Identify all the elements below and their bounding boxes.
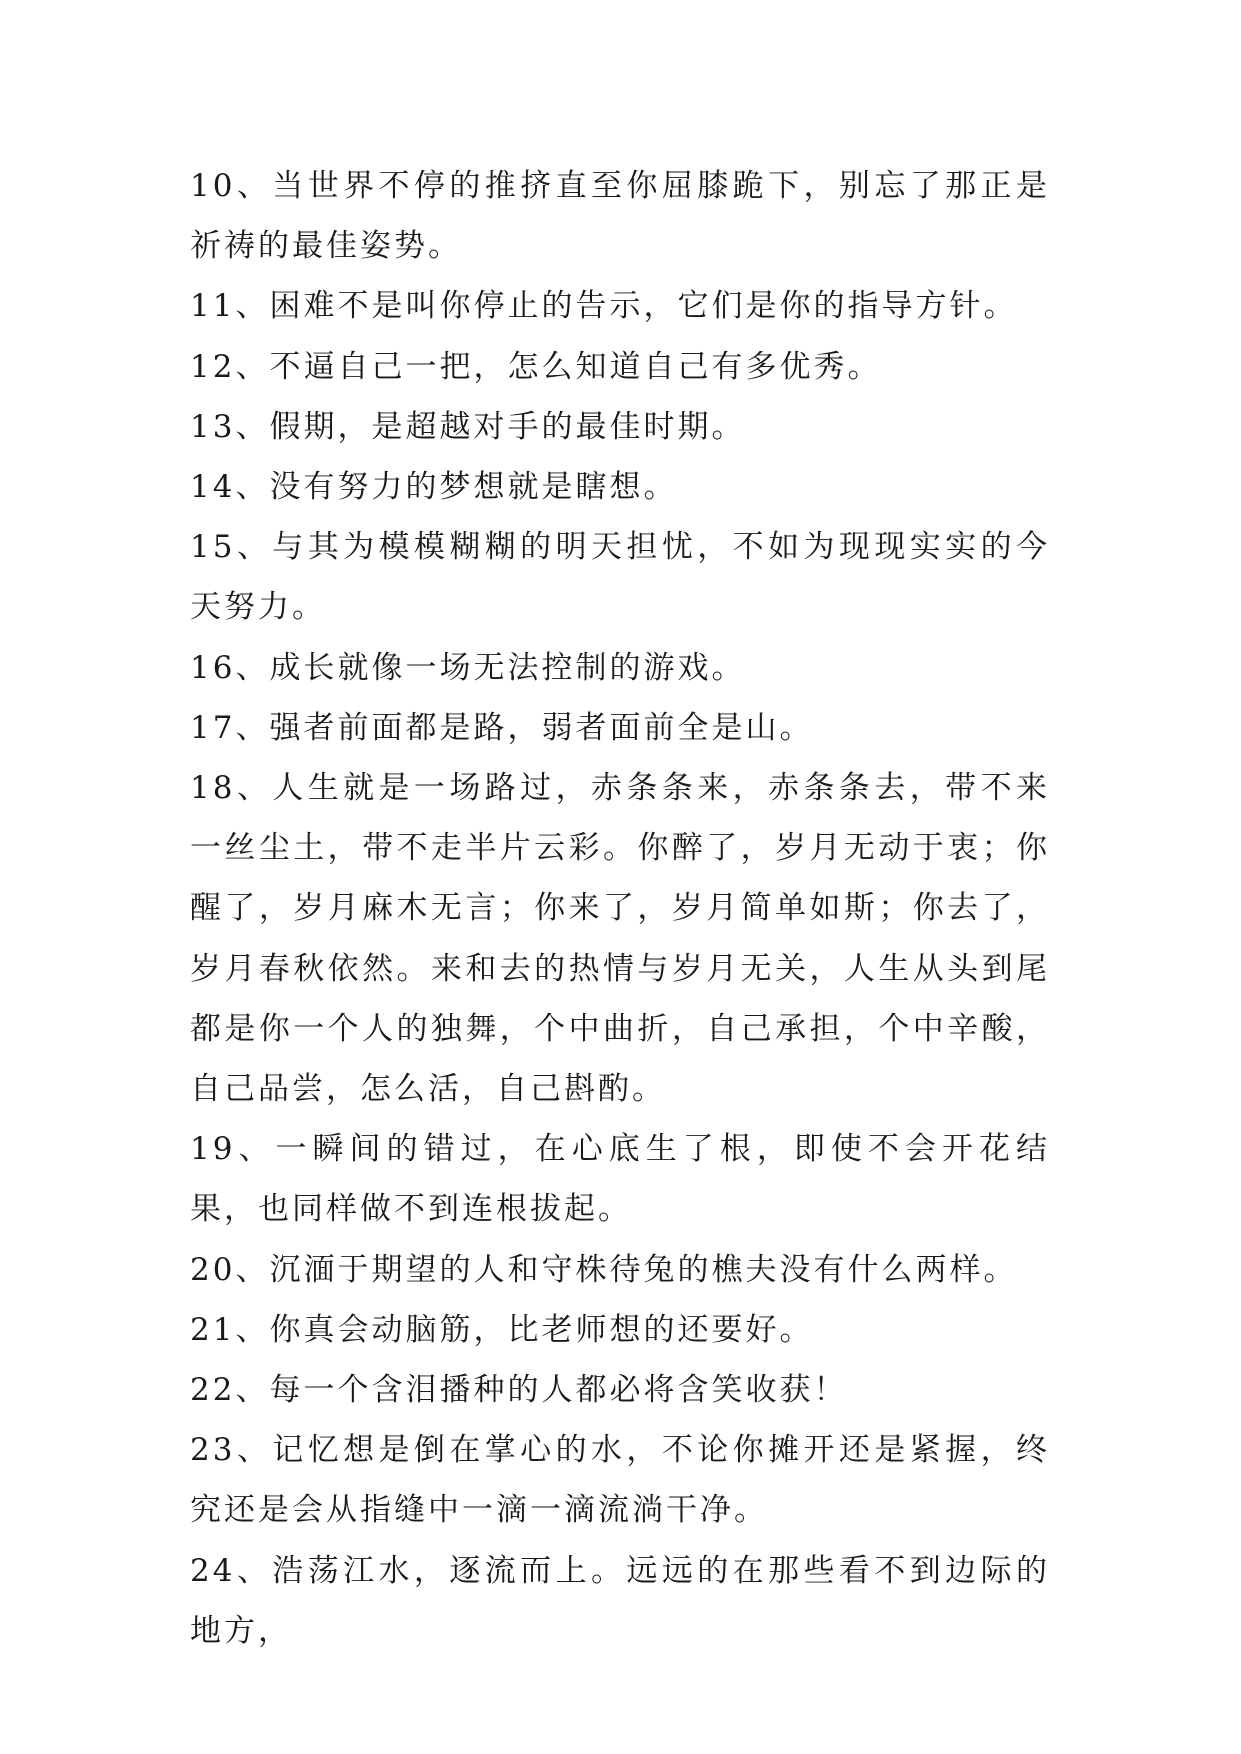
paragraph-20: 20、沉湎于期望的人和守株待兔的樵夫没有什么两样。 (190, 1251, 1018, 1288)
document-body (190, 156, 1050, 1661)
paragraph-21: 21、你真会动脑筋，比老师想的还要好。 (190, 1311, 814, 1348)
paragraph-14: 14、没有努力的梦想就是瞎想。 (190, 469, 678, 506)
paragraph-11: 11、困难不是叫你停止的告示，它们是你的指导方针。 (190, 288, 1018, 325)
paragraph-16: 16、成长就像一场无法控制的游戏。 (190, 649, 746, 686)
paragraph-18: 18、人生就是一场路过，赤条条来，赤条条去，带不来一丝尘土，带不走半片云彩。你醉了，岁月无动于衷；你醒了，岁月麻木无言；你来了，岁月简单如斯；你去了，岁月春秋依然。来和去的热情与岁月无关，人生从头到尾都是你一个人的独舞，个中曲折，自己承担，个中辛酸，自己品尝，怎么活，自己斟酌。 (190, 770, 1050, 1108)
paragraph-10: 10、当世界不停的推挤直至你屈膝跪下，别忘了那正是祈祷的最佳姿势。 (190, 168, 1050, 265)
paragraph-19: 19、一瞬间的错过，在心底生了根，即使不会开花结果，也同样做不到连根拔起。 (190, 1131, 1050, 1228)
paragraph-13: 13、假期，是超越对手的最佳时期。 (190, 408, 746, 445)
paragraph-12: 12、不逼自己一把，怎么知道自己有多优秀。 (190, 348, 882, 385)
paragraph-17: 17、强者前面都是路，弱者面前全是山。 (190, 709, 814, 746)
paragraph-22: 22、每一个含泪播种的人都必将含笑收获！ (190, 1372, 848, 1409)
paragraph-23: 23、记忆想是倒在掌心的水，不论你摊开还是紧握，终究还是会从指缝中一滴一滴流淌干净。 (190, 1432, 1050, 1529)
paragraph-24: 24、浩荡江水，逐流而上。远远的在那些看不到边际的地方， (190, 1552, 1050, 1649)
paragraph-15: 15、与其为模模糊糊的明天担忧，不如为现现实实的今天努力。 (190, 529, 1050, 626)
